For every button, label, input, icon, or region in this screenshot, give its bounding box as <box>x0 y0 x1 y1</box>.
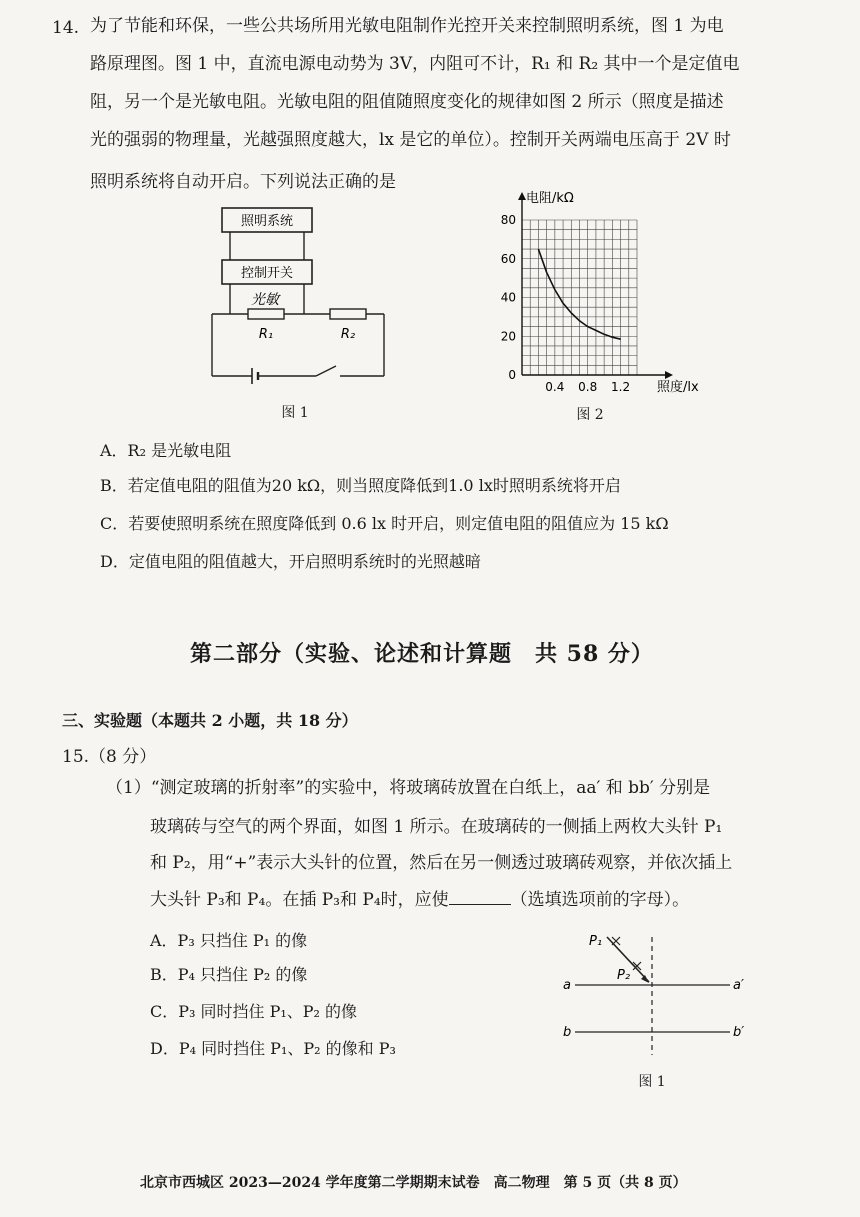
y-tick-label: 60 <box>500 251 516 266</box>
b-prime-label: b′ <box>733 1025 745 1040</box>
circuit-diagram <box>200 198 400 398</box>
question-15-number: 15.（8 分） <box>62 747 157 767</box>
a-prime-label: a′ <box>733 978 744 993</box>
answer-blank[interactable] <box>449 890 511 905</box>
y-tick-label: 40 <box>500 290 516 305</box>
x-tick-label: 1.2 <box>611 380 631 394</box>
handwritten-note: 光敏 <box>251 292 279 308</box>
q14-option-c: C．若要使照明系统在照度降低到 0.6 lx 时开启，则定值电阻的阻值应为 15 kΩ <box>100 514 669 533</box>
q15-option-b: B．P₄ 只挡住 P₂ 的像 <box>150 965 308 984</box>
fig1-caption: 图 1 <box>281 405 309 421</box>
q14-text-line-2: 路原理图。图 1 中，直流电源电动势为 3V，内阻可不计，R₁ 和 R₂ 其中一个是定值电 <box>90 54 740 74</box>
q15-option-d: D．P₄ 同时挡住 P₁、P₂ 的像和 P₃ <box>150 1039 396 1058</box>
q14-text-line-4: 光的强弱的物理量，光越强照度越大，lx 是它的单位）。控制开关两端电压高于 2V 时 <box>90 130 731 150</box>
q14-text-line-3: 阻，另一个是光敏电阻。光敏电阻的阻值随照度变化的规律如图 2 所示（照度是描述 <box>90 92 724 112</box>
page-footer: 北京市西城区 2023—2024 学年度第二学期期末试卷 高二物理 第 5 页（共 8 页） <box>140 1175 687 1191</box>
refraction-diagram <box>555 925 755 1060</box>
q15-text-line-4a: 大头针 P₃和 P₄。在插 P₃和 P₄时，应使 <box>150 890 449 910</box>
q15-option-c: C．P₃ 同时挡住 P₁、P₂ 的像 <box>150 1002 358 1021</box>
part2-title: 第二部分（实验、论述和计算题 共 58 分） <box>190 641 654 667</box>
y-tick-label: 80 <box>500 213 516 227</box>
q14-text-line-1: 为了节能和环保，一些公共场所用光敏电阻制作光控开关来控制照明系统，图 1 为电 <box>90 16 724 36</box>
a-label: a <box>563 978 571 993</box>
p2-label: P₂ <box>617 968 631 983</box>
x-tick-label: 0.4 <box>545 380 565 394</box>
switch-lever <box>316 366 336 376</box>
b-label: b <box>563 1025 572 1040</box>
p1-label: P₁ <box>589 934 603 949</box>
q15-text-line-4b: （选填选项前的字母）。 <box>510 890 690 910</box>
y-axis-label: 电阻/kΩ <box>526 191 574 206</box>
y-axis-arrow <box>518 192 526 200</box>
fig2-caption: 图 2 <box>576 407 604 423</box>
section-3-heading: 三、实验题（本题共 2 小题，共 18 分） <box>62 711 358 730</box>
r2-label: R₂ <box>340 327 356 342</box>
resistor-r2 <box>330 309 366 319</box>
q15-text-line-4 <box>150 888 689 912</box>
control-switch-label: 控制开关 <box>240 266 294 281</box>
x-tick-label: 0.8 <box>578 380 598 394</box>
q15-text-line-2: 玻璃砖与空气的两个界面，如图 1 所示。在玻璃砖的一侧插上两枚大头针 P₁ <box>150 817 723 837</box>
y-tick-label: 0 <box>508 368 516 382</box>
x-axis-label: 照度/lx <box>657 380 699 395</box>
q14-text-line-5: 照明系统将自动开启。下列说法正确的是 <box>90 172 396 192</box>
q14-option-a: A．R₂ 是光敏电阻 <box>100 441 232 460</box>
y-tick-label: 20 <box>500 329 516 344</box>
ray-arrowhead <box>641 975 649 983</box>
q14-option-d: D．定值电阻的阻值越大，开启照明系统时的光照越暗 <box>100 552 481 571</box>
lighting-system-label: 照明系统 <box>240 214 294 229</box>
x-axis-arrow <box>665 371 673 379</box>
r1-label: R₁ <box>258 327 274 342</box>
q15-text-line-3: 和 P₂，用“+”表示大头针的位置，然后在另一侧透过玻璃砖观察，并依次插上 <box>150 853 733 873</box>
pin-p1-marker <box>612 937 620 945</box>
resistance-illuminance-chart <box>480 190 710 405</box>
question-14-number: 14. <box>52 18 80 38</box>
q15-option-a: A．P₃ 只挡住 P₁ 的像 <box>150 931 308 950</box>
resistor-r1 <box>248 309 284 319</box>
chart-grid <box>522 220 637 375</box>
q14-option-b: B．若定值电阻的阻值为20 kΩ，则当照度降低到1.0 lx时照明系统将开启 <box>100 476 621 495</box>
q15-fig1-caption: 图 1 <box>638 1074 666 1090</box>
q15-text-line-1: （1）“测定玻璃的折射率”的实验中，将玻璃砖放置在白纸上，aa′ 和 bb′ 分别是 <box>106 778 711 798</box>
